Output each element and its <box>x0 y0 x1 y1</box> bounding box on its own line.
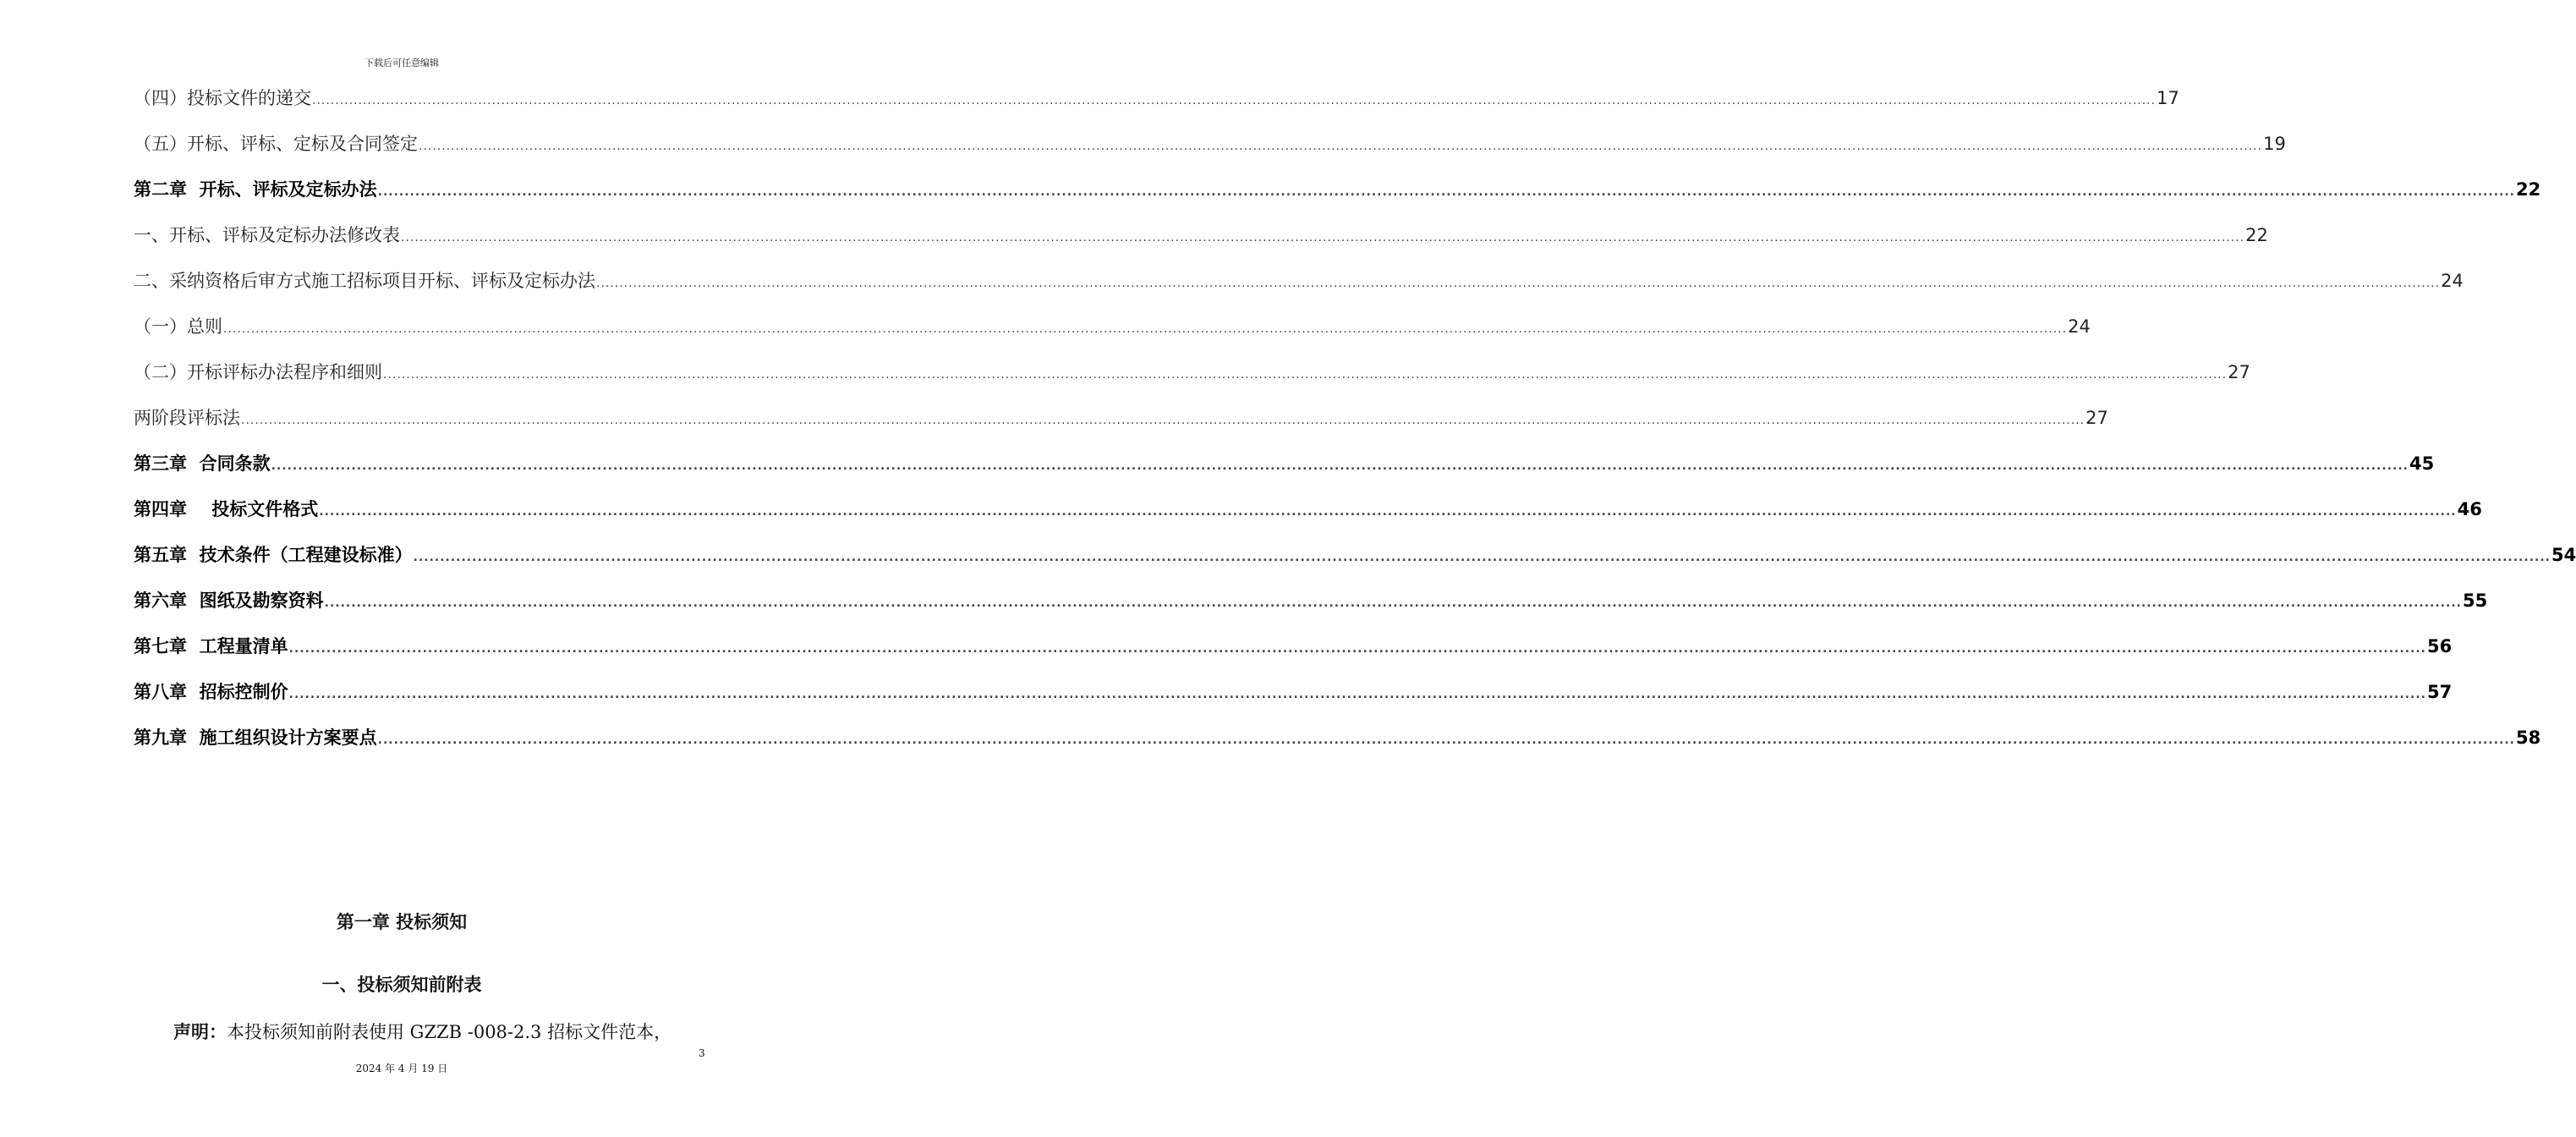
toc-leader-dots: ................................................................................................................................................................................................................................................................................................................................................................................................................ <box>324 596 2462 610</box>
statement-label: 声明： <box>173 1022 227 1042</box>
toc-entry-page: 57 <box>2426 682 2453 702</box>
toc-entry[interactable] <box>134 401 2108 447</box>
toc-entry-label: 第六章 图纸及勘察资料 <box>134 590 324 611</box>
page-footer-date: 2024 年 4 月 19 日 <box>355 1063 448 1074</box>
toc-entry-label: 第二章 开标、评标及定标办法 <box>134 179 377 200</box>
toc-entry-label: 二、采纳资格后审方式施工招标项目开标、评标及定标办法 <box>134 271 595 291</box>
toc-entry-label: 第三章 合同条款 <box>134 453 271 474</box>
section-title: 一、投标须知前附表 <box>321 975 482 995</box>
toc-entry-page: 56 <box>2426 636 2453 656</box>
toc-entry-page: 45 <box>2409 453 2435 474</box>
toc-entry[interactable] <box>134 310 2091 355</box>
statement-text: 本投标须知前附表使用 GZZB -008-2.3 招标文件范本， <box>227 1022 672 1042</box>
toc-entry-page: 27 <box>2228 362 2250 382</box>
toc-leader-dots: ................................................................................................................................................................................................................................................................................................................................................................................................................ <box>288 642 2426 656</box>
toc-entry-label: 第九章 施工组织设计方案要点 <box>134 728 377 748</box>
chapter-title: 第一章 投标须知 <box>336 912 468 932</box>
toc-entry-page: 46 <box>2457 499 2482 519</box>
toc-leader-dots: ................................................................................................................................................................................................................................................................................................................................................................................................................ <box>288 688 2426 701</box>
toc-entry-label: 第八章 招标控制价 <box>134 682 288 702</box>
page-header: 下载后可任意编辑 <box>364 58 439 69</box>
page-number: 3 <box>699 1047 705 1059</box>
toc-leader-dots: ................................................................................................................................................................................................................................................................................................................................................................................................................ <box>312 94 2157 107</box>
toc-entry-page: 19 <box>2263 134 2286 154</box>
toc-entry[interactable] <box>134 355 2250 401</box>
toc-leader-dots: ................................................................................................................................................................................................................................................................................................................................................................................................................ <box>596 277 2441 290</box>
toc-leader-dots: ................................................................................................................................................................................................................................................................................................................................................................................................................ <box>377 733 2515 747</box>
toc-leader-dots: ................................................................................................................................................................................................................................................................................................................................................................................................................ <box>241 414 2085 427</box>
toc-entry[interactable] <box>134 675 2453 721</box>
toc-entry-label: （五）开标、评标、定标及合同签定 <box>134 134 418 154</box>
toc-entry-page: 24 <box>2068 316 2091 337</box>
toc-entry-label: （一）总则 <box>134 316 222 337</box>
toc-entry[interactable] <box>134 538 2576 584</box>
statement-paragraph <box>173 1019 715 1044</box>
toc-entry-page: 58 <box>2515 728 2541 748</box>
toc-entry-page: 17 <box>2157 88 2179 108</box>
toc-entry[interactable] <box>134 173 2541 218</box>
toc-entry-label: 一、开标、评标及定标办法修改表 <box>134 225 400 245</box>
toc-entry[interactable] <box>134 218 2268 264</box>
toc-entry[interactable] <box>134 447 2435 492</box>
toc-entry-page: 27 <box>2085 408 2108 428</box>
toc-leader-dots: ................................................................................................................................................................................................................................................................................................................................................................................................................ <box>419 140 2263 153</box>
toc-entry[interactable] <box>134 492 2482 538</box>
toc-entry[interactable] <box>134 264 2464 310</box>
toc-entry[interactable] <box>134 584 2488 629</box>
toc-leader-dots: ................................................................................................................................................................................................................................................................................................................................................................................................................ <box>401 231 2245 244</box>
toc-entry-label: 第五章 技术条件（工程建设标准） <box>134 545 413 565</box>
toc-leader-dots: ................................................................................................................................................................................................................................................................................................................................................................................................................ <box>383 368 2228 382</box>
toc-entry[interactable] <box>134 81 2179 127</box>
toc-entry-label: 第七章 工程量清单 <box>134 636 288 656</box>
toc-entry-page: 55 <box>2462 590 2488 611</box>
toc-leader-dots: ................................................................................................................................................................................................................................................................................................................................................................................................................ <box>377 185 2515 199</box>
table-of-contents <box>134 81 2576 766</box>
toc-entry-page: 22 <box>2515 179 2541 200</box>
toc-entry[interactable] <box>134 629 2453 675</box>
toc-leader-dots: ................................................................................................................................................................................................................................................................................................................................................................................................................ <box>223 322 2068 336</box>
toc-entry-label: 第四章 投标文件格式 <box>134 499 319 519</box>
toc-entry-label: （四）投标文件的递交 <box>134 88 311 108</box>
toc-entry-page: 22 <box>2245 225 2268 245</box>
toc-entry[interactable] <box>134 721 2541 766</box>
toc-leader-dots: ................................................................................................................................................................................................................................................................................................................................................................................................................ <box>413 551 2551 564</box>
toc-entry-label: 两阶段评标法 <box>134 408 240 428</box>
toc-entry-page: 24 <box>2441 271 2464 291</box>
toc-entry-label: （二）开标评标办法程序和细则 <box>134 362 382 382</box>
toc-entry[interactable] <box>134 127 2286 173</box>
toc-leader-dots: ................................................................................................................................................................................................................................................................................................................................................................................................................ <box>319 505 2457 519</box>
toc-entry-page: 54 <box>2551 545 2576 565</box>
toc-leader-dots: ................................................................................................................................................................................................................................................................................................................................................................................................................ <box>271 459 2409 473</box>
